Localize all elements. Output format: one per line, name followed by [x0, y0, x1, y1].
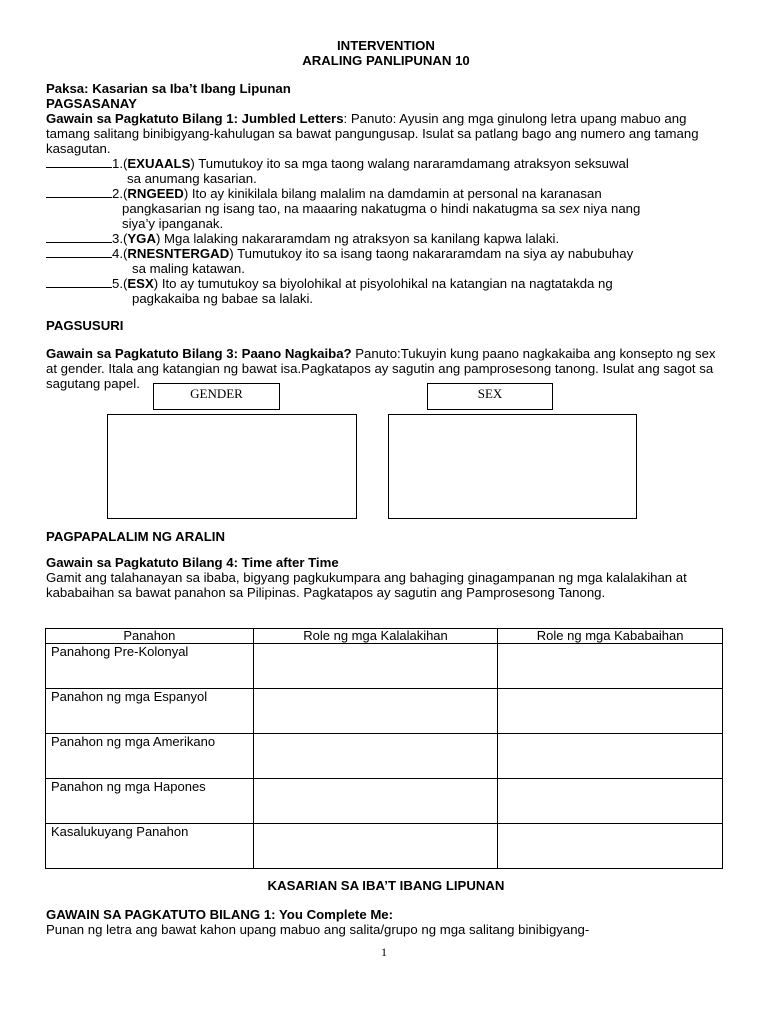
page-number: 1 [381, 945, 387, 959]
gawain3-instructions-text: Panuto:Tukuyin kung paano nagkakaiba ang konsepto ng sex at gender. Itala ang katangian ng bawat isa.Pagkatapos ay sagutin ang pamprosesong tanong. Isulat ang sagot sa sagutang papel. [46, 346, 716, 391]
table-cell-panahon: Panahon ng mga Espanyol [46, 689, 254, 734]
table-cell-panahon: Panahon ng mga Hapones [46, 779, 254, 824]
table-cell-panahon: Kasalukuyang Panahon [46, 824, 254, 869]
jumbled-item-4 [46, 246, 726, 276]
jumbled-word: EXUAALS [127, 156, 191, 171]
item-text: Ito ay kinikilala bilang malalim na damdamin at personal na karanasan [188, 186, 602, 201]
sex-answer-box[interactable] [388, 414, 637, 519]
item-number: 4.( [112, 246, 128, 261]
item-text-cont: pagkakaiba ng babae sa lalaki. [132, 291, 314, 306]
section2-instructions: Punan ng letra ang bawat kahon upang mabuo ang salita/grupo ng mga salitang binibigyang- [46, 922, 590, 937]
item-text-cont: sa anumang kasarian. [127, 171, 257, 186]
jumbled-item-1 [46, 156, 726, 186]
item-text-italic: sex [558, 201, 580, 216]
answer-blank-3[interactable] [46, 231, 112, 243]
jumbled-item-3 [46, 231, 726, 246]
item-paren: ) [190, 156, 195, 171]
jumbled-word: RNESNTERGAD [127, 246, 230, 261]
pagsasanay-heading: PAGSASANAY [46, 96, 137, 111]
item-text: Tumutukoy ito sa mga taong walang nararamdamang atraksyon seksuwal [194, 156, 629, 171]
table-cell-panahon: Panahon ng mga Amerikano [46, 734, 254, 779]
answer-blank-5[interactable] [46, 276, 112, 288]
item-number: 2.( [112, 186, 128, 201]
gawain1-instructions-text: : Panuto: Ayusin ang mga ginulong letra upang mabuo ang tamang salitang binibigyang-kahulugan sa bawat pangungusap. Isulat sa patlang bago ang numero ang tamang kasagutan. [46, 111, 699, 156]
gawain3-instructions [46, 346, 726, 391]
item-paren: ) [155, 231, 161, 246]
table-cell-answer[interactable] [253, 779, 498, 824]
table-header: Role ng mga Kababaihan [498, 629, 723, 644]
section2-heading: KASARIAN SA IBA’T IBANG LIPUNAN [267, 878, 505, 893]
jumbled-item-5 [46, 276, 726, 306]
item-text-cont: siya’y ipanganak. [122, 216, 224, 231]
doc-title-subject: ARALING PANLIPUNAN 10 [302, 53, 470, 68]
answer-blank-2[interactable] [46, 186, 112, 198]
table-cell-answer[interactable] [498, 644, 723, 689]
table-cell-answer[interactable] [498, 689, 723, 734]
jumbled-word: RNGEED [127, 186, 184, 201]
table-row [46, 779, 723, 824]
answer-blank-1[interactable] [46, 156, 112, 168]
item-number: 1.( [112, 156, 128, 171]
gawain3-title: Gawain sa Pagkatuto Bilang 3: Paano Nagkaiba? [46, 346, 352, 361]
table-cell-answer[interactable] [253, 824, 498, 869]
jumbled-word: ESX [127, 276, 154, 291]
item-text-cont [46, 201, 726, 216]
table-header: Role ng mga Kalalakihan [253, 629, 498, 644]
table-cell-answer[interactable] [253, 644, 498, 689]
jumbled-word: YGA [127, 231, 156, 246]
pagpapalalim-section [46, 529, 726, 600]
table-row [46, 689, 723, 734]
item-text-part: niya nang [579, 201, 641, 216]
gawain1-instructions [46, 111, 726, 156]
pagsusuri-heading: PAGSUSURI [46, 318, 124, 333]
table-cell-answer[interactable] [498, 824, 723, 869]
answer-blank-4[interactable] [46, 246, 112, 258]
item-text: Tumutukoy ito sa isang taong nakararamdam na siya ay nabubuhay [233, 246, 634, 261]
document-page [46, 38, 726, 391]
paksa-line: Paksa: Kasarian sa Iba’t Ibang Lipunan [46, 81, 291, 96]
table-cell-answer[interactable] [498, 734, 723, 779]
item-text: Ito ay tumutukoy sa biyolohikal at pisyolohikal na katangian na nagtatakda ng [158, 276, 613, 291]
item-number: 5.( [112, 276, 128, 291]
pagpapalalim-heading: PAGPAPALALIM NG ARALIN [46, 529, 225, 544]
item-text: Mga lalaking nakararamdam ng atraksyon sa kanilang kapwa lalaki. [160, 231, 560, 246]
gawain1-title: Gawain sa Pagkatuto Bilang 1: Jumbled Letters [46, 111, 344, 126]
jumbled-item-2 [46, 186, 726, 231]
item-text-part: pangkasarian ng isang tao, na maaaring nakatugma o hindi nakatugma sa [122, 201, 559, 216]
table-cell-answer[interactable] [253, 689, 498, 734]
table-row [46, 734, 723, 779]
gender-label-box: GENDER [153, 383, 280, 410]
gawain4-title: Gawain sa Pagkatuto Bilang 4: Time after Time [46, 555, 339, 570]
table-header: Panahon [46, 629, 254, 644]
table-cell-answer[interactable] [498, 779, 723, 824]
sex-label-box: SEX [427, 383, 553, 410]
item-paren: ) [229, 246, 234, 261]
item-paren: ) [153, 276, 159, 291]
table-row [46, 644, 723, 689]
item-number: 3.( [112, 231, 128, 246]
item-text-cont: sa maling katawan. [132, 261, 245, 276]
section2 [46, 878, 726, 937]
section2-gawain-title: GAWAIN SA PAGKATUTO BILANG 1: You Complete Me: [46, 907, 394, 922]
table-row [46, 824, 723, 869]
item-paren: ) [183, 186, 189, 201]
table-cell-panahon: Panahong Pre-Kolonyal [46, 644, 254, 689]
table-cell-answer[interactable] [253, 734, 498, 779]
doc-title-intervention: INTERVENTION [337, 38, 435, 53]
time-after-time-table [45, 628, 723, 869]
gender-answer-box[interactable] [107, 414, 357, 519]
gawain4-instructions: Gamit ang talahanayan sa ibaba, bigyang pagkukumpara ang bahaging ginagampanan ng mga kalalakihan at kababaihan sa bawat panahon sa Pilipinas. Pagkatapos ay sagutin ang Pamprosesong Tanong. [46, 570, 687, 600]
table-header-row [46, 629, 723, 644]
